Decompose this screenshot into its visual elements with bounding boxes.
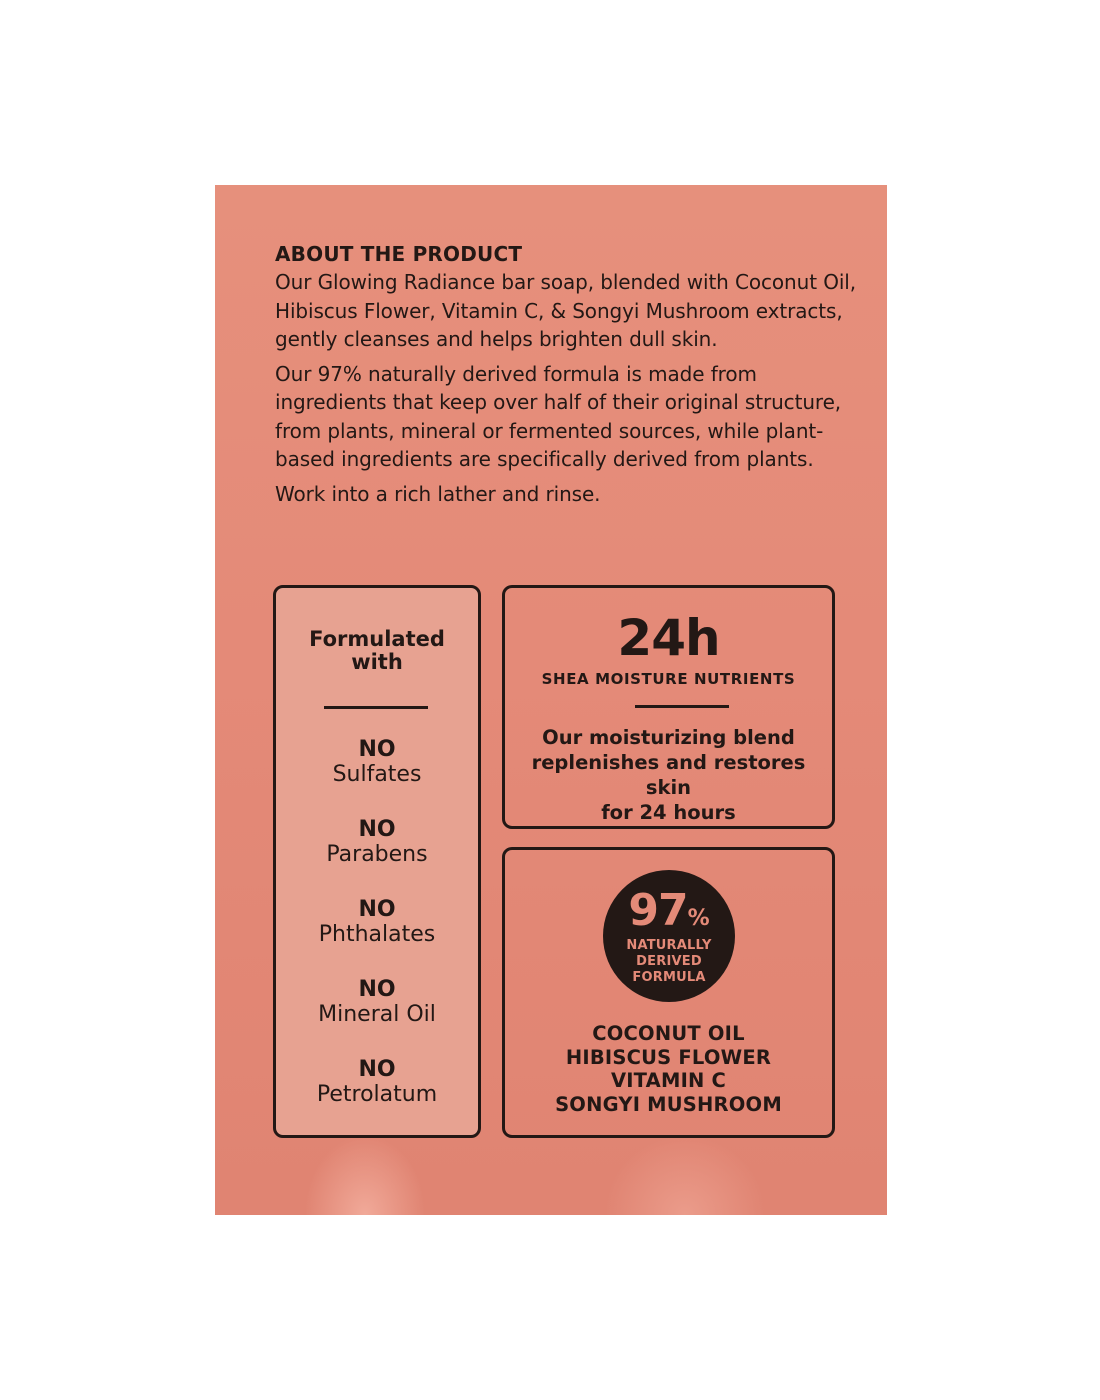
excluded-ingredient: Parabens [326, 842, 428, 867]
formulated-title-line: Formulated [309, 627, 445, 651]
no-label: NO [358, 1057, 396, 1082]
exclusion-item [276, 898, 478, 978]
moisture-claim-line: Our moisturizing blend [542, 726, 795, 749]
divider [324, 706, 428, 709]
badge-number: 97 [628, 885, 688, 936]
ingredient: HIBISCUS FLOWER [565, 1045, 772, 1069]
badge-text [603, 938, 735, 986]
exclusion-item [276, 978, 478, 1058]
key-ingredients [505, 1022, 832, 1116]
formulated-title-line: with [351, 650, 403, 674]
badge-text-line: DERIVED [636, 954, 702, 969]
badge-percentage [603, 885, 735, 942]
panel-sheen [215, 1125, 887, 1215]
about-paragraph: Our 97% naturally derived formula is made from ingredients that keep over half of their original structure, from plants, mineral or fermented sources, while plant-based ingredients are specifically derived from plants. [275, 361, 842, 471]
ingredient: VITAMIN C [610, 1069, 727, 1092]
no-label: NO [358, 817, 396, 842]
moisture-duration: 24h [617, 609, 720, 667]
no-label: NO [358, 897, 396, 922]
moisture-claim-line: replenishes and restores skin [531, 751, 806, 799]
excluded-ingredient: Sulfates [332, 762, 422, 787]
exclusion-item [276, 1058, 478, 1138]
ingredient: COCONUT OIL [592, 1022, 745, 1045]
badge-text-line: NATURALLY [626, 938, 712, 953]
natural-formula-box [502, 847, 835, 1138]
naturally-derived-badge [603, 870, 735, 1002]
exclusion-item [276, 738, 478, 818]
moisture-box [502, 585, 835, 829]
badge-text-line: FORMULA [632, 970, 706, 985]
excluded-ingredient: Petrolatum [316, 1082, 438, 1107]
about-section [275, 240, 865, 514]
about-heading: ABOUT THE PRODUCT [275, 242, 523, 266]
formulated-with-box [273, 585, 481, 1138]
excluded-ingredient: Phthalates [318, 922, 436, 947]
product-back-panel [215, 185, 887, 1215]
moisture-subtitle: SHEA MOISTURE NUTRIENTS [541, 670, 796, 688]
no-label: NO [358, 737, 396, 762]
exclusion-item [276, 818, 478, 898]
about-paragraph: Work into a rich lather and rinse. [275, 481, 601, 506]
excluded-ingredient: Mineral Oil [318, 1002, 436, 1027]
moisture-claim [515, 725, 822, 825]
divider [635, 705, 729, 708]
moisture-claim-line: for 24 hours [601, 801, 736, 824]
ingredient: SONGYI MUSHROOM [555, 1092, 782, 1116]
no-label: NO [358, 977, 396, 1002]
formulated-title [276, 628, 478, 674]
about-paragraph: Our Glowing Radiance bar soap, blended with Coconut Oil, Hibiscus Flower, Vitamin C, & Songyi Mushroom extracts, gently cleanses and helps brighten dull skin. [275, 270, 857, 351]
badge-percent-sign: % [687, 906, 710, 931]
exclusion-list [276, 738, 478, 1138]
